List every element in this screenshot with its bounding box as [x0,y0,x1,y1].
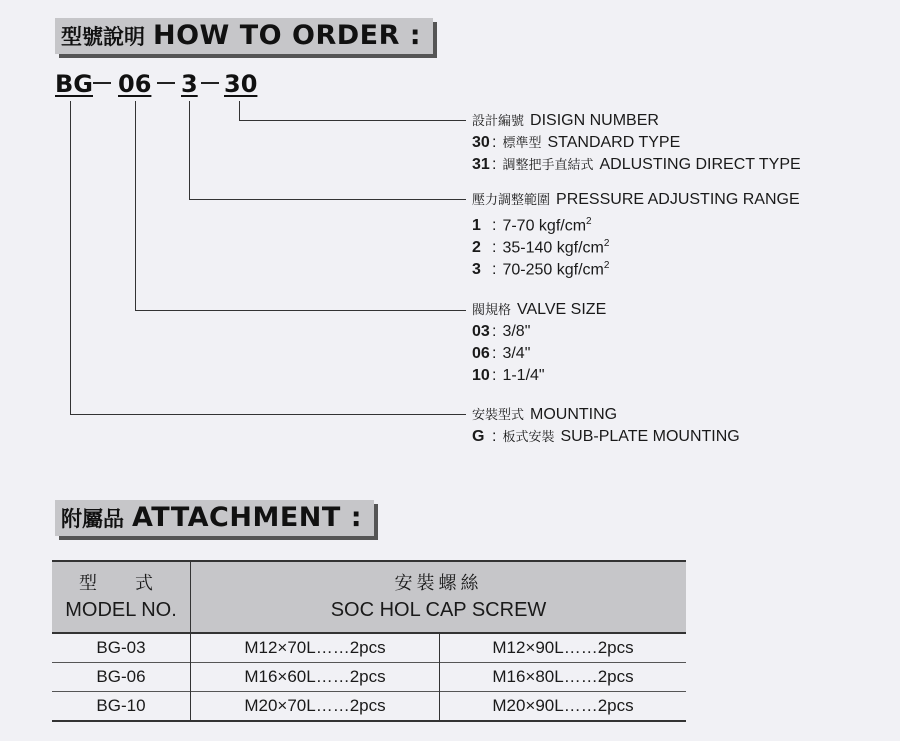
how-to-order-heading-zh: 型號說明 [61,25,145,49]
design-number-option: 31 : 調整把手直結式 ADLUSTING DIRECT TYPE [472,156,801,173]
table-row [52,663,686,692]
screw-cell: M16×60L……2pcs [191,663,440,692]
design-number-title: 設計編號 DISIGN NUMBER [472,112,659,129]
valve-size-option: 10 : 1-1/4" [472,367,545,384]
connector-line [70,414,466,415]
code-dash [157,82,175,84]
mounting-option: G : 板式安裝 SUB-PLATE MOUNTING [472,428,740,445]
connector-line [135,101,136,311]
code-part-pressure-range: 3 [181,70,198,98]
pressure-range-option: 2 : 35-140 kgf/$cm^2$ [472,238,610,257]
table-row [52,633,686,663]
model-cell: BG-10 [52,692,191,722]
how-to-order-heading-en: HOW TO ORDER : [153,20,422,51]
screw-cell: M20×70L……2pcs [191,692,440,722]
pressure-range-option: 3 : 70-250 kgf/$cm^2$ [472,260,610,279]
connector-line [189,101,190,200]
model-cell: BG-06 [52,663,191,692]
screw-column-header: 安裝螺絲 SOC HOL CAP SCREW [191,561,687,633]
mounting-title: 安裝型式 MOUNTING [472,406,618,423]
how-to-order-heading [55,18,433,54]
model-cell: BG-03 [52,633,191,663]
valve-size-title: 閥規格 VALVE SIZE [472,301,607,318]
code-dash [93,82,111,84]
connector-line [239,120,466,121]
connector-line [70,101,71,415]
table-row [52,692,686,722]
connector-line [135,310,466,311]
valve-size-option: 03 : 3/8" [472,323,531,340]
code-part-series: BG [55,70,93,98]
screw-cell: M12×70L……2pcs [191,633,440,663]
attachment-heading-en: ATTACHMENT : [132,502,362,533]
table-header-row [52,561,686,633]
design-number-option: 30 : 標準型 STANDARD TYPE [472,134,681,151]
screw-cell: M16×80L……2pcs [440,663,687,692]
screw-cell: M12×90L……2pcs [492,638,634,657]
code-part-design-number: 30 [224,70,258,98]
code-part-valve-size: 06 [118,70,152,98]
connector-line [239,101,240,121]
attachment-table [52,560,686,722]
attachment-heading [55,500,374,536]
code-dash [201,82,219,84]
screw-cell: M20×90L……2pcs [440,692,687,722]
valve-size-option: 06 : 3/4" [472,345,531,362]
model-column-header: 型 式 MODEL NO. [52,561,191,633]
connector-line [189,199,466,200]
pressure-range-option: 1 : 7-70 kgf/$cm^2$ [472,216,592,235]
attachment-heading-zh: 附屬品 [61,507,124,531]
pressure-range-title: 壓力調整範圍 PRESSURE ADJUSTING RANGE [472,191,800,208]
